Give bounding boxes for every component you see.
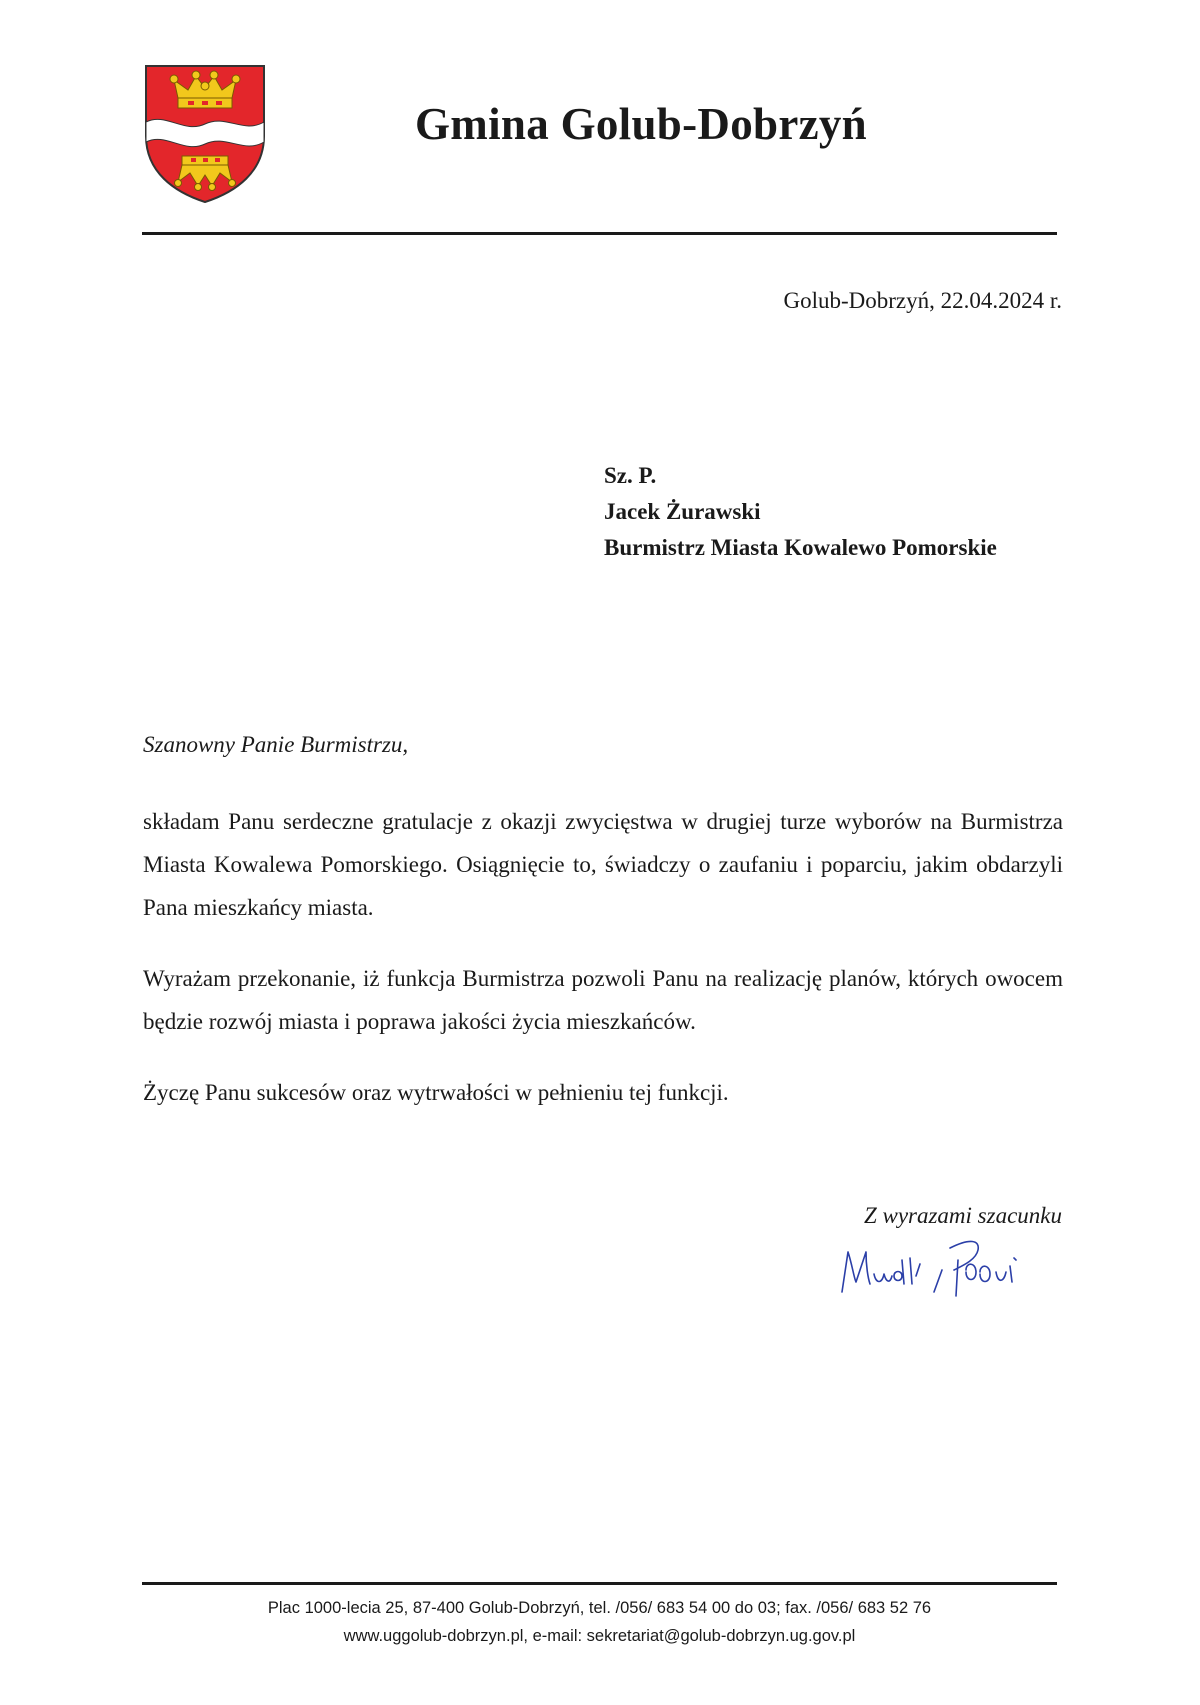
closing-phrase: Z wyrazami szacunku (863, 1203, 1062, 1228)
recipient-honorific: Sz. P. (604, 463, 657, 488)
footer-contact (142, 1594, 1057, 1650)
place-date: Golub-Dobrzyń, 22.04.2024 r. (783, 288, 1062, 313)
recipient-block (604, 458, 997, 566)
body-paragraph: składam Panu serdeczne gratulacje z okazji zwycięstwa w drugiej turze wyborów na Burmistrza Miasta Kowalewa Pomorskiego. Osiągnięcie to, świadczy o zaufaniu i poparciu, jakim obdarzyli Pana mieszkańcy miasta. (143, 809, 1063, 920)
footer-divider (142, 1582, 1057, 1585)
handwritten-signature-icon (830, 1230, 1070, 1300)
organization-title: Gmina Golub-Dobrzyń (415, 99, 868, 149)
coat-of-arms-icon (144, 64, 266, 204)
recipient-name: Jacek Żurawski (604, 499, 761, 524)
recipient-title: Burmistrz Miasta Kowalewo Pomorskie (604, 535, 997, 560)
header-divider (142, 232, 1057, 235)
footer-web-email: www.uggolub-dobrzyn.pl, e-mail: sekretariat@golub-dobrzyn.ug.gov.pl (343, 1627, 856, 1645)
letter-body (143, 800, 1063, 1142)
body-paragraph: Życzę Panu sukcesów oraz wytrwałości w pełnieniu tej funkcji. (143, 1080, 729, 1105)
footer-address: Plac 1000-lecia 25, 87-400 Golub-Dobrzyń, tel. /056/ 683 54 00 do 03; fax. /056/ 683 52 76 (267, 1599, 932, 1617)
body-paragraph: Wyrażam przekonanie, iż funkcja Burmistrza pozwoli Panu na realizację planów, których owocem będzie rozwój miasta i poprawa jakości życia mieszkańców. (143, 966, 1063, 1034)
salutation: Szanowny Panie Burmistrzu, (143, 732, 409, 757)
